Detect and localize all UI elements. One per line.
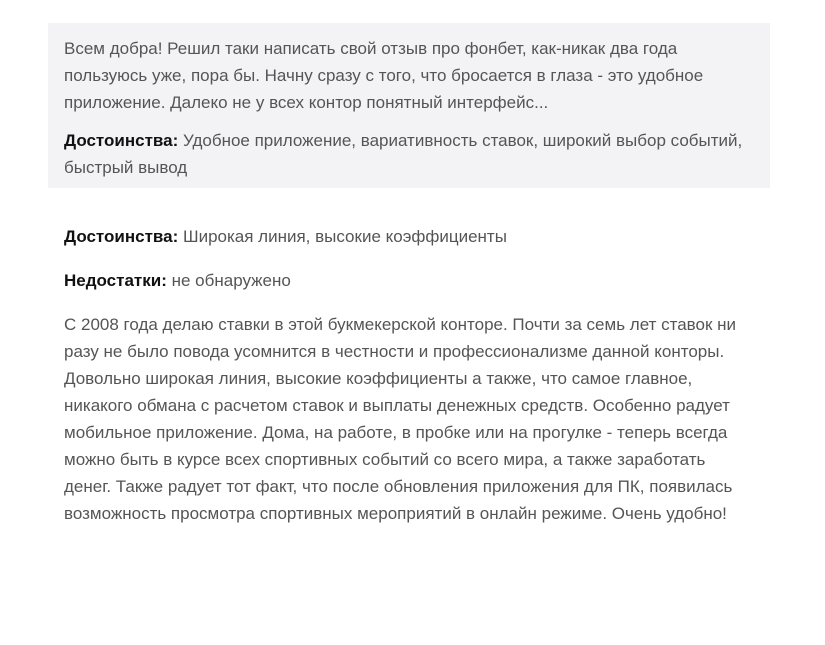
cons-text: не обнаружено — [166, 271, 291, 290]
full-review — [64, 223, 754, 527]
review-card-pros — [64, 127, 754, 181]
full-review-body: С 2008 года делаю ставки в этой букмекерской конторе. Почти за семь лет ставок ни разу не было повода усомнится в честности и профессионализме данной конторы. Довольно широкая линия, высокие коэффициенты а также, что самое главное, никакого обмана с расчетом ставок и выплаты денежных средств. Особенно радует мобильное приложение. Дома, на работе, в пробке или на прогулке - теперь всегда можно быть в курсе всех спортивных событий со всего мира, а также заработать денег. Также радует тот факт, что после обновления приложения для ПК, появилась возможность просмотра спортивных мероприятий в онлайн режиме. Очень удобно! — [64, 315, 736, 523]
pros-label: Достоинства: — [64, 131, 179, 150]
review-excerpt: Всем добра! Решил таки написать свой отзыв про фонбет, как-никак два года пользуюсь уже, пора бы. Начну сразу с того, что бросается в глаза - это удобное приложение. Далеко не у всех контор понятный интерфейс... — [64, 39, 704, 112]
full-review-pros — [64, 223, 754, 250]
pros-text: Удобное приложение, вариативность ставок, широкий выбор событий, быстрый вывод — [64, 131, 743, 177]
review-card-collapsed[interactable] — [48, 23, 770, 188]
pros-text: Широкая линия, высокие коэффициенты — [178, 227, 507, 246]
pros-label: Достоинства: — [64, 227, 179, 246]
cons-label: Недостатки: — [64, 271, 167, 290]
full-review-cons — [64, 267, 754, 294]
